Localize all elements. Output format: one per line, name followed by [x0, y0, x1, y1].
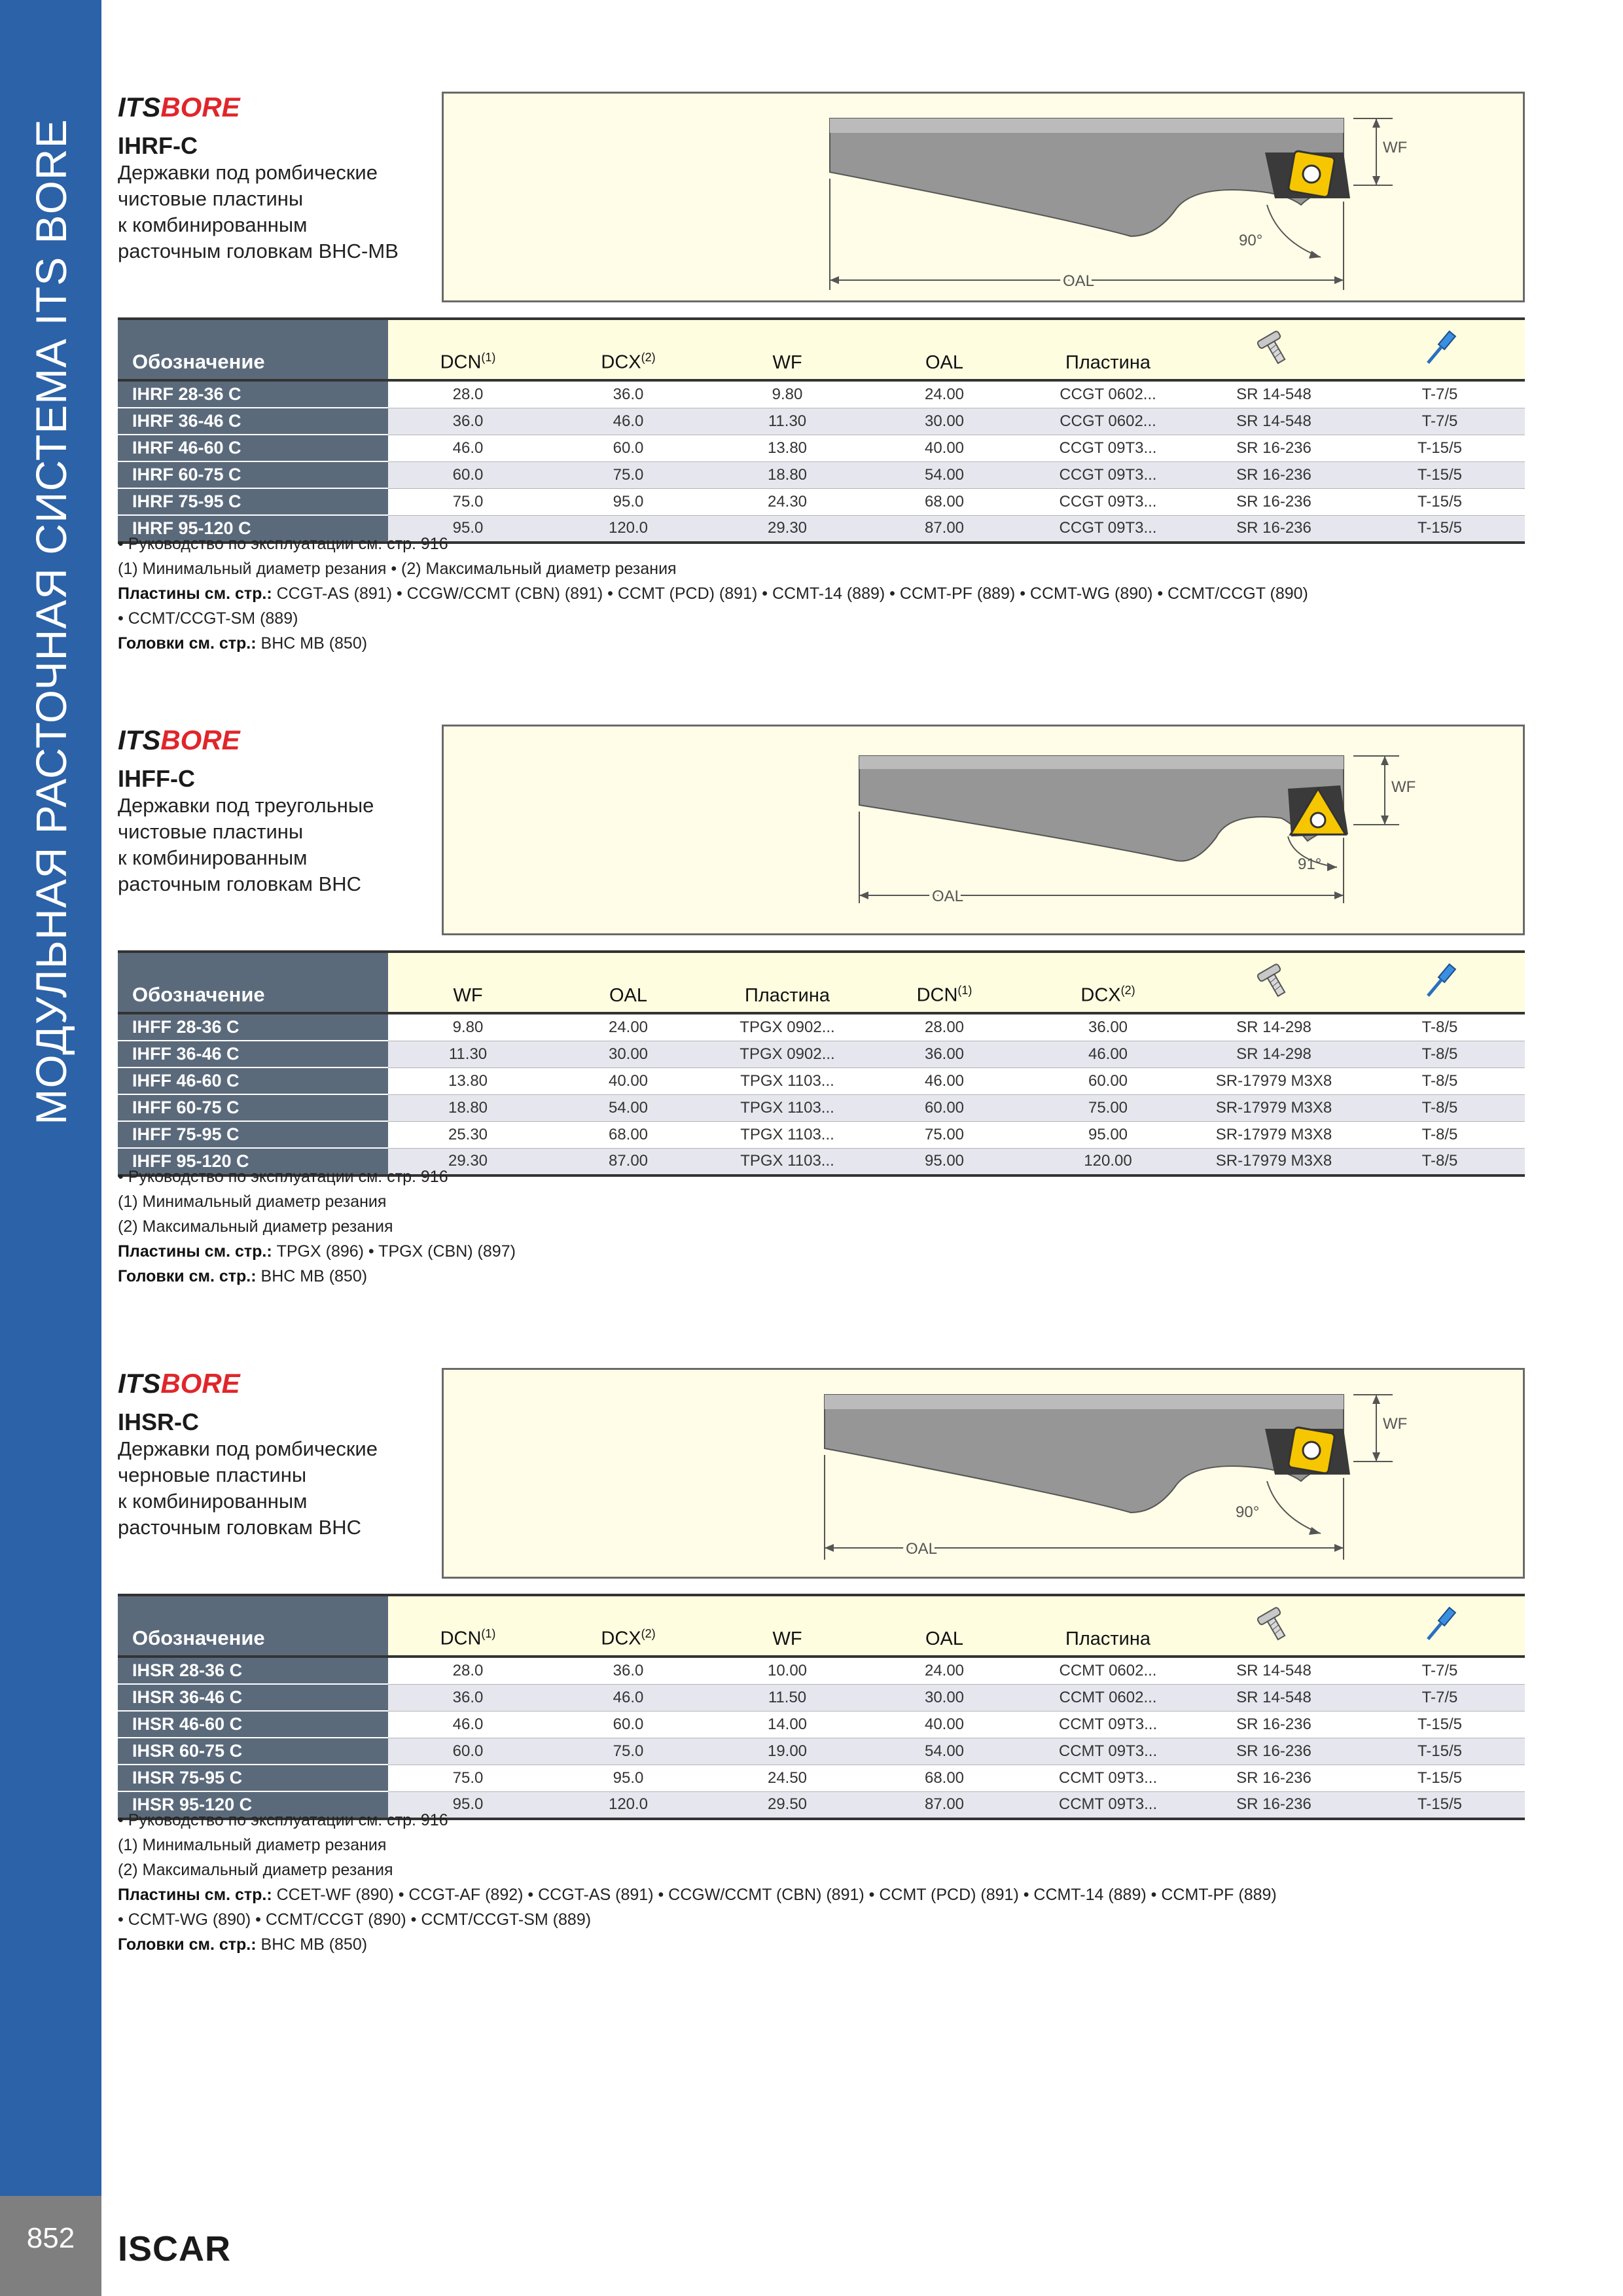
col-insert: Пластина [1023, 319, 1193, 380]
col-dcn: DCN$^{(1)}$ [388, 319, 548, 380]
screw-icon [1251, 1605, 1297, 1645]
spec-table [118, 1594, 1525, 1820]
col-dcn: DCN$^{(1)}$ [866, 952, 1023, 1013]
notes [118, 1808, 1525, 1957]
product-code: IHRF-C [118, 132, 198, 159]
note-line: • Руководство по эксплуатации см. стр. 916 [118, 535, 448, 553]
key-icon [1417, 1605, 1463, 1645]
col-dcx: DCX$^{(2)}$ [548, 1595, 709, 1657]
note-line: • Руководство по эксплуатации см. стр. 916 [118, 1168, 448, 1186]
tool-drawing [442, 725, 1525, 935]
spec-table [118, 950, 1525, 1177]
angle-arc [1267, 1481, 1321, 1534]
col-oal: OAL [866, 1595, 1023, 1657]
table-row: IHFF 46-60 C 13.80 40.00 TPGX 1103... 46.00 60.00 SR-17979 M3X8 T-8/5 [118, 1067, 1525, 1094]
col-dcx: DCX$^{(2)}$ [548, 319, 709, 380]
tool-drawing [442, 92, 1525, 302]
table-row: IHSR 28-36 C 28.0 36.0 10.00 24.00 CCMT 0602... SR 14-548 T-7/5 [118, 1657, 1525, 1684]
note-line: (1) Минимальный диаметр резания • (2) Максимальный диаметр резания [118, 560, 677, 578]
col-oal: OAL [866, 319, 1023, 380]
col-key [1355, 319, 1525, 380]
oal-label: OAL [905, 1540, 938, 1558]
tool-drawing-svg [444, 726, 1527, 937]
note-line: • CCMT/CCGT-SM (889) [118, 609, 298, 628]
table-row: IHFF 36-46 C 11.30 30.00 TPGX 0902... 36.00 46.00 SR 14-298 T-8/5 [118, 1041, 1525, 1067]
tool-drawing [442, 1368, 1525, 1579]
note-line: Головки см. стр.: BHC MB (850) [118, 634, 368, 653]
note-line: (1) Минимальный диаметр резания [118, 1193, 387, 1211]
product-description: Державки под ромбические чистовые пластины к комбинированным расточным головкам BHC-MB [118, 161, 399, 262]
spec-table [118, 317, 1525, 544]
product-code: IHFF-C [118, 765, 195, 792]
wf-label: WF [1383, 139, 1408, 156]
wf-label: WF [1383, 1415, 1408, 1433]
product-code: IHSR-C [118, 1408, 199, 1435]
tool-body [830, 118, 1344, 236]
brand-logo: ISCAR [118, 2229, 232, 2269]
key-icon [1417, 329, 1463, 368]
note-line: (2) Максимальный диаметр резания [118, 1861, 393, 1879]
table-row: IHFF 75-95 C 25.30 68.00 TPGX 1103... 75.00 95.00 SR-17979 M3X8 T-8/5 [118, 1121, 1525, 1148]
table-row: IHRF 60-75 C 60.0 75.0 18.80 54.00 CCGT 09T3... SR 16-236 T-15/5 [118, 461, 1525, 488]
tool-body [825, 1395, 1344, 1513]
table-row: IHRF 95-120 C 95.0 120.0 29.30 87.00 CCGT 09T3... SR 16-236 T-15/5 [118, 515, 1525, 543]
insert-screw-icon [1303, 166, 1320, 183]
tool-top-highlight [830, 118, 1344, 133]
angle-label: 90° [1236, 1503, 1260, 1521]
col-designation: Обозначение [118, 1595, 388, 1657]
sidebar-title: МОДУЛЬНАЯ РАСТОЧНАЯ СИСТЕМА ITS BORE [27, 118, 75, 1125]
tool-drawing-svg [444, 94, 1527, 304]
table-row: IHFF 60-75 C 18.80 54.00 TPGX 1103... 60.00 75.00 SR-17979 M3X8 T-8/5 [118, 1094, 1525, 1121]
col-dcx: DCX$^{(2)}$ [1023, 952, 1193, 1013]
table-row: IHRF 75-95 C 75.0 95.0 24.30 68.00 CCGT 09T3... SR 16-236 T-15/5 [118, 488, 1525, 515]
table-row: IHFF 95-120 C 29.30 87.00 TPGX 1103... 95.00 120.00 SR-17979 M3X8 T-8/5 [118, 1148, 1525, 1175]
col-dcn: DCN$^{(1)}$ [388, 1595, 548, 1657]
itsbore-logo: ITSBORE [118, 92, 240, 122]
table-row: IHSR 75-95 C 75.0 95.0 24.50 68.00 CCMT 09T3... SR 16-236 T-15/5 [118, 1765, 1525, 1791]
table-row: IHSR 36-46 C 36.0 46.0 11.50 30.00 CCMT 0602... SR 14-548 T-7/5 [118, 1684, 1525, 1711]
sidebar [0, 0, 101, 2196]
note-line: Головки см. стр.: BHC MB (850) [118, 1935, 368, 1954]
col-oal: OAL [548, 952, 709, 1013]
itsbore-logo: ITSBORE [118, 1368, 240, 1399]
oal-label: OAL [1062, 272, 1095, 290]
angle-label: 90° [1239, 232, 1263, 249]
col-key [1355, 1595, 1525, 1657]
note-line: (2) Максимальный диаметр резания [118, 1217, 393, 1236]
angle-arc [1267, 205, 1321, 257]
angle-label: 91° [1298, 855, 1322, 873]
col-designation: Обозначение [118, 319, 388, 380]
oal-label: OAL [931, 888, 964, 905]
tool-top-highlight [825, 1395, 1344, 1409]
note-line: Пластины см. стр.: CCET-WF (890) • CCGT-AF (892) • CCGT-AS (891) • CCGW/CCMT (CBN) (891) • CCMT (PCD) (891) • CCMT-14 (889) • CCMT-PF (889) [118, 1886, 1277, 1904]
tool-top-highlight [859, 756, 1344, 769]
col-wf: WF [388, 952, 548, 1013]
note-line: Пластины см. стр.: TPGX (896) • TPGX (CBN) (897) [118, 1242, 516, 1261]
col-screw [1193, 319, 1355, 380]
screw-icon [1251, 962, 1297, 1001]
note-line: • Руководство по эксплуатации см. стр. 916 [118, 1811, 448, 1829]
note-line: Пластины см. стр.: CCGT-AS (891) • CCGW/CCMT (CBN) (891) • CCMT (PCD) (891) • CCMT-14 (889) • CCMT-PF (889) • CCMT-WG (890) • CCMT/CCGT (890) [118, 584, 1308, 603]
page-number: 852 [26, 2222, 75, 2254]
product-description: Державки под ромбические черновые пластины к комбинированным расточным головкам BHC [118, 1437, 378, 1539]
insert-screw-icon [1311, 813, 1325, 827]
itsbore-logo: ITSBORE [118, 725, 240, 755]
note-line: Головки см. стр.: BHC MB (850) [118, 1267, 368, 1285]
col-screw [1193, 952, 1355, 1013]
col-wf: WF [709, 1595, 866, 1657]
col-designation: Обозначение [118, 952, 388, 1013]
table-row: IHFF 28-36 C 9.80 24.00 TPGX 0902... 28.00 36.00 SR 14-298 T-8/5 [118, 1013, 1525, 1041]
table-row: IHRF 28-36 C 28.0 36.0 9.80 24.00 CCGT 0602... SR 14-548 T-7/5 [118, 380, 1525, 408]
product-description: Державки под треугольные чистовые пластины к комбинированным расточным головкам BHC [118, 794, 374, 895]
col-wf: WF [709, 319, 866, 380]
key-icon [1417, 962, 1463, 1001]
table-row: IHSR 95-120 C 95.0 120.0 29.50 87.00 CCMT 09T3... SR 16-236 T-15/5 [118, 1791, 1525, 1819]
insert-screw-icon [1303, 1442, 1320, 1459]
notes [118, 531, 1525, 656]
table-row: IHRF 36-46 C 36.0 46.0 11.30 30.00 CCGT 0602... SR 14-548 T-7/5 [118, 408, 1525, 435]
table-row: IHSR 60-75 C 60.0 75.0 19.00 54.00 CCMT 09T3... SR 16-236 T-15/5 [118, 1738, 1525, 1765]
note-line: • CCMT-WG (890) • CCMT/CCGT (890) • CCMT/CCGT-SM (889) [118, 1910, 592, 1929]
note-line: (1) Минимальный диаметр резания [118, 1836, 387, 1854]
table-row: IHRF 46-60 C 46.0 60.0 13.80 40.00 CCGT 09T3... SR 16-236 T-15/5 [118, 435, 1525, 461]
wf-label: WF [1391, 778, 1416, 796]
col-key [1355, 952, 1525, 1013]
notes [118, 1164, 1525, 1289]
screw-icon [1251, 329, 1297, 368]
table-row: IHSR 46-60 C 46.0 60.0 14.00 40.00 CCMT 09T3... SR 16-236 T-15/5 [118, 1711, 1525, 1738]
tool-body [859, 756, 1344, 861]
col-screw [1193, 1595, 1355, 1657]
col-insert: Пластина [709, 952, 866, 1013]
col-insert: Пластина [1023, 1595, 1193, 1657]
tool-drawing-svg [444, 1370, 1527, 1581]
